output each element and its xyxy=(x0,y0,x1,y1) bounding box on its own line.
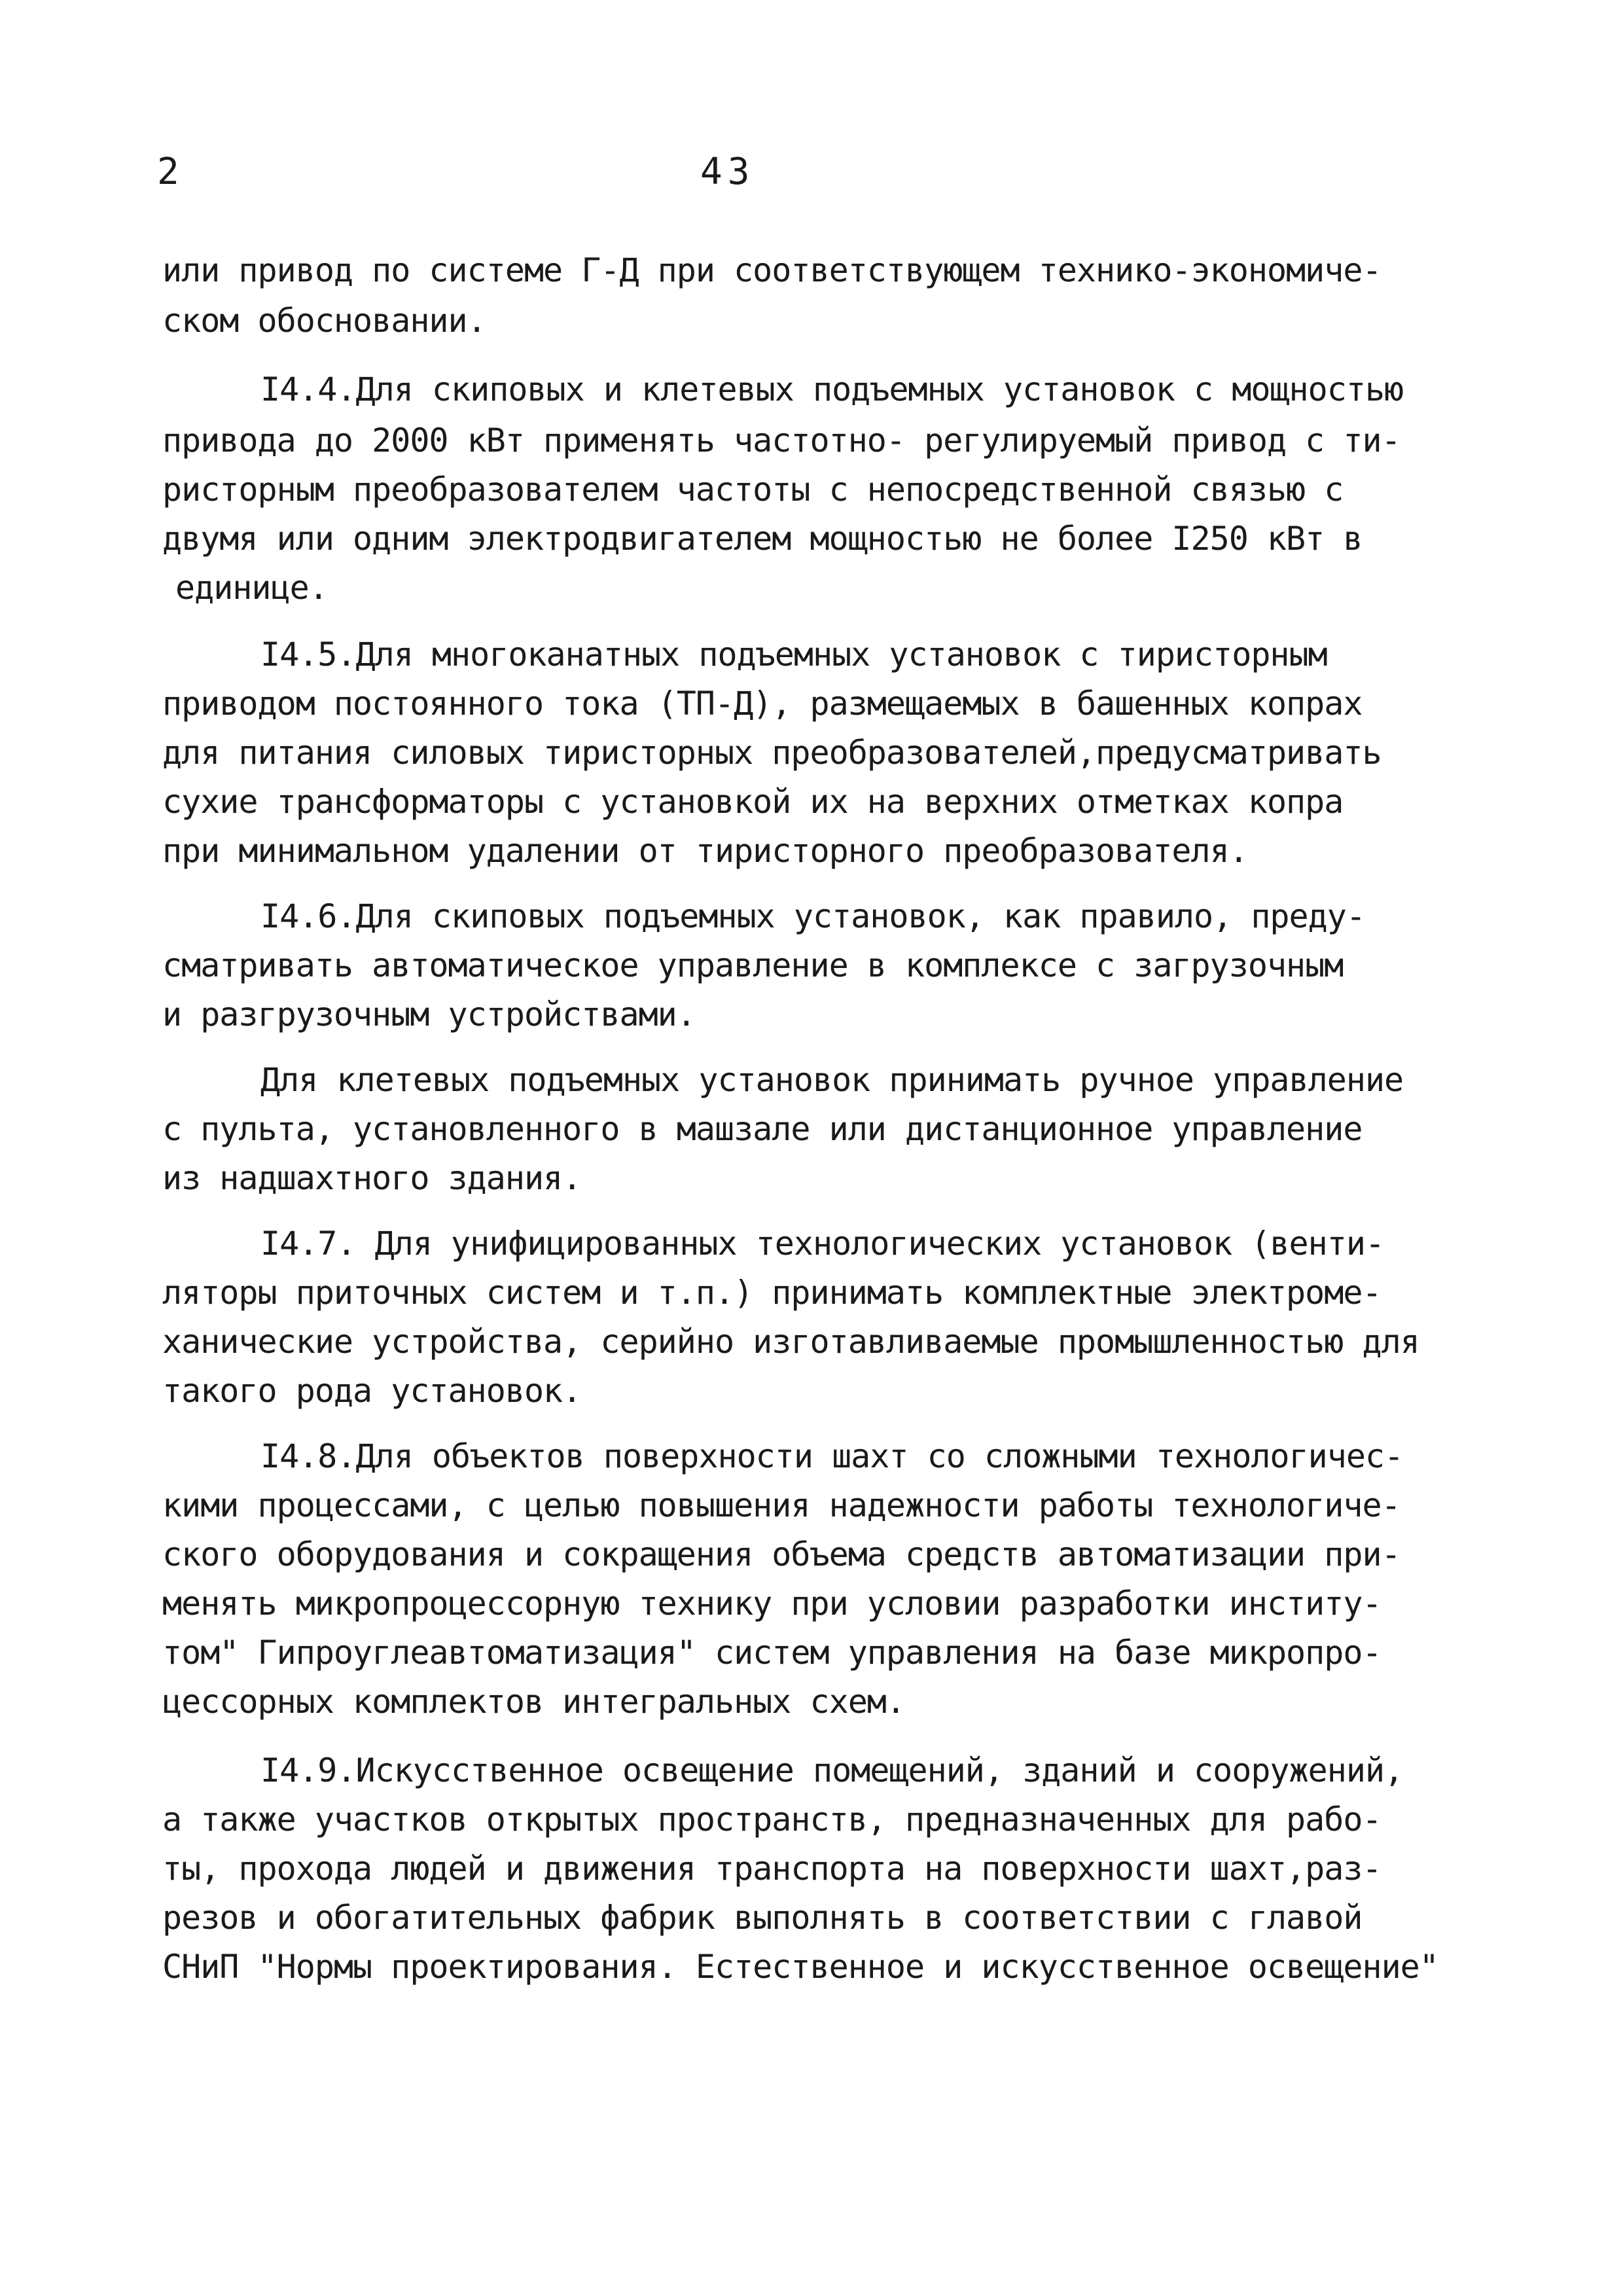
paragraph-14-4-start: I4.4.Для скиповых и клетевых подъемных установок с мощностью xyxy=(260,370,1404,408)
page-number: 43 xyxy=(700,151,755,193)
paragraph-14-7-start: I4.7. Для унифицированных технологических установок (венти- xyxy=(260,1225,1385,1263)
text-line: с пульта, установленного в машзале или дистанционное управление xyxy=(162,1110,1363,1148)
text-line: а также участков открытых пространств, предназначенных для рабо- xyxy=(162,1801,1382,1839)
text-line: или привод по системе Г-Д при соответствующем технико-экономиче- xyxy=(162,251,1382,289)
text-line: резов и обогатительных фабрик выполнять в соответствии с главой xyxy=(162,1899,1363,1937)
text-line: цессорных комплектов интегральных схем. xyxy=(162,1683,905,1721)
text-line: приводом постоянного тока (ТП-Д), размещаемых в башенных копрах xyxy=(162,685,1363,723)
text-line: при минимальном удалении от тиристорного преобразователя. xyxy=(162,832,1248,870)
text-line: ском обосновании. xyxy=(162,302,486,340)
text-line: из надшахтного здания. xyxy=(162,1159,582,1197)
text-line: привода до 2000 кВт применять частотно- регулируемый привод с ти- xyxy=(162,422,1400,459)
text-line: кими процессами, с целью повышения надежности работы технологиче- xyxy=(162,1486,1400,1524)
text-line: ханические устройства, серийно изготавливаемые промышленностью для xyxy=(162,1323,1419,1361)
text-line: ты, прохода людей и движения транспорта на поверхности шахт,раз- xyxy=(162,1850,1382,1888)
text-line: такого рода установок. xyxy=(162,1372,582,1410)
paragraph-14-6-start: I4.6.Для скиповых подъемных установок, как правило, преду- xyxy=(260,897,1365,935)
text-line: менять микропроцессорную технику при условии разработки институ- xyxy=(162,1585,1382,1623)
paragraph-14-9-start: I4.9.Искусственное освещение помещений, зданий и сооружений, xyxy=(260,1751,1404,1789)
paragraph-start: Для клетевых подъемных установок принимать ручное управление xyxy=(260,1061,1404,1099)
paragraph-14-5-start: I4.5.Для многоканатных подъемных установок с тиристорным xyxy=(260,636,1327,673)
text-line: сматривать автоматическое управление в комплексе с загрузочным xyxy=(162,946,1344,984)
text-line: ристорным преобразователем частоты с непосредственной связью с xyxy=(162,471,1344,509)
text-line: том" Гипроуглеавтоматизация" систем управления на базе микропро- xyxy=(162,1634,1382,1672)
text-line: для питания силовых тиристорных преобразователей,предусматривать xyxy=(162,734,1382,772)
sheet-number: 2 xyxy=(157,151,179,193)
text-line: сухие трансформаторы с установкой их на верхних отметках копра xyxy=(162,783,1344,821)
text-line: СНиП "Нормы проектирования. Естественное и искусственное освещение" xyxy=(162,1948,1438,1986)
text-line: единице. xyxy=(175,569,328,607)
text-line: ского оборудования и сокращения объема средств автоматизации при- xyxy=(162,1535,1400,1573)
text-line: ляторы приточных систем и т.п.) принимать комплектные электроме- xyxy=(162,1274,1382,1312)
text-line: и разгрузочным устройствами. xyxy=(162,996,696,1033)
text-line: двумя или одним электродвигателем мощностью не более I250 кВт в xyxy=(162,520,1363,558)
paragraph-14-8-start: I4.8.Для объектов поверхности шахт со сложными технологичес- xyxy=(260,1437,1404,1475)
